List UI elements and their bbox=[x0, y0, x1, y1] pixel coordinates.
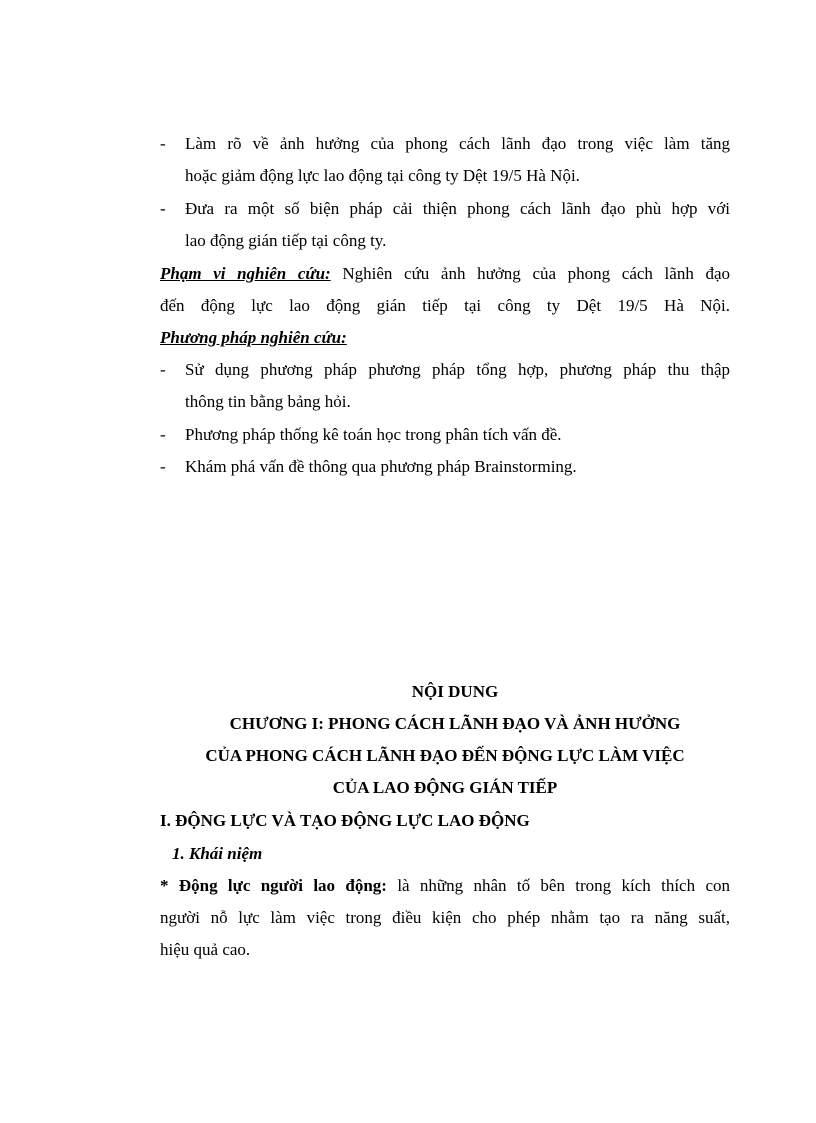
method-2-line: Phương pháp thống kê toán học trong phân tích vấn đề. bbox=[185, 425, 562, 444]
scope-paragraph bbox=[160, 258, 730, 322]
method-1-line-1: Sử dụng phương pháp phương pháp tổng hợp, phương pháp thu thập bbox=[185, 360, 730, 379]
bullet-dash: - bbox=[160, 134, 166, 153]
chapter-title-line-2: CỦA PHONG CÁCH LÃNH ĐẠO ĐẾN ĐỘNG LỰC LÀM VIỆC bbox=[205, 746, 685, 765]
scope-text: Nghiên cứu ảnh hưởng của phong cách lãnh đạo bbox=[342, 264, 731, 283]
bullet-dash: - bbox=[160, 425, 166, 444]
method-1-line-2: thông tin bằng bảng hỏi. bbox=[185, 392, 351, 411]
scope-line-1 bbox=[160, 258, 730, 290]
bullet-dash: - bbox=[160, 457, 166, 476]
objective-2-line-2: lao động gián tiếp tại công ty. bbox=[185, 231, 387, 250]
methods-heading bbox=[160, 322, 730, 354]
definition-text: là những nhân tố bên trong kích thích con bbox=[397, 876, 730, 895]
method-item-1 bbox=[160, 354, 730, 418]
methods-label: Phương pháp nghiên cứu: bbox=[160, 328, 347, 347]
bullet-dash: - bbox=[160, 360, 166, 379]
definition-paragraph bbox=[160, 870, 730, 966]
objective-item-2 bbox=[160, 193, 730, 257]
subsection-heading: 1. Khái niệm bbox=[172, 844, 263, 863]
scope-line-2: đến động lực lao động gián tiếp tại công ty Dệt 19/5 Hà Nội. bbox=[160, 296, 730, 315]
chapter-title-line-3: CỦA LAO ĐỘNG GIÁN TIẾP bbox=[332, 778, 558, 797]
content-title: NỘI DUNG bbox=[411, 682, 499, 701]
definition-term: * Động lực người lao động: bbox=[160, 876, 387, 895]
definition-line-3: hiệu quả cao. bbox=[160, 940, 251, 959]
method-item-2 bbox=[160, 419, 730, 451]
chapter-title-line-1: CHƯƠNG I: PHONG CÁCH LÃNH ĐẠO VÀ ẢNH HƯỞNG bbox=[229, 714, 681, 733]
objective-1-line-1: Làm rõ về ảnh hưởng của phong cách lãnh đạo trong việc làm tăng bbox=[185, 134, 730, 153]
definition-line-1 bbox=[160, 870, 730, 902]
scope-label: Phạm vi nghiên cứu: bbox=[160, 264, 331, 283]
objective-item-1 bbox=[160, 128, 730, 192]
definition-line-2: người nỗ lực làm việc trong điều kiện cho phép nhằm tạo ra năng suất, bbox=[160, 908, 730, 927]
method-item-3 bbox=[160, 451, 730, 483]
objective-1-line-2: hoặc giảm động lực lao động tại công ty Dệt 19/5 Hà Nội. bbox=[185, 166, 580, 185]
method-3-line: Khám phá vấn đề thông qua phương pháp Brainstorming. bbox=[185, 457, 577, 476]
bullet-dash: - bbox=[160, 199, 166, 218]
section-heading: I. ĐỘNG LỰC VÀ TẠO ĐỘNG LỰC LAO ĐỘNG bbox=[160, 811, 530, 830]
objective-2-line-1: Đưa ra một số biện pháp cải thiện phong cách lãnh đạo phù hợp với bbox=[185, 199, 730, 218]
